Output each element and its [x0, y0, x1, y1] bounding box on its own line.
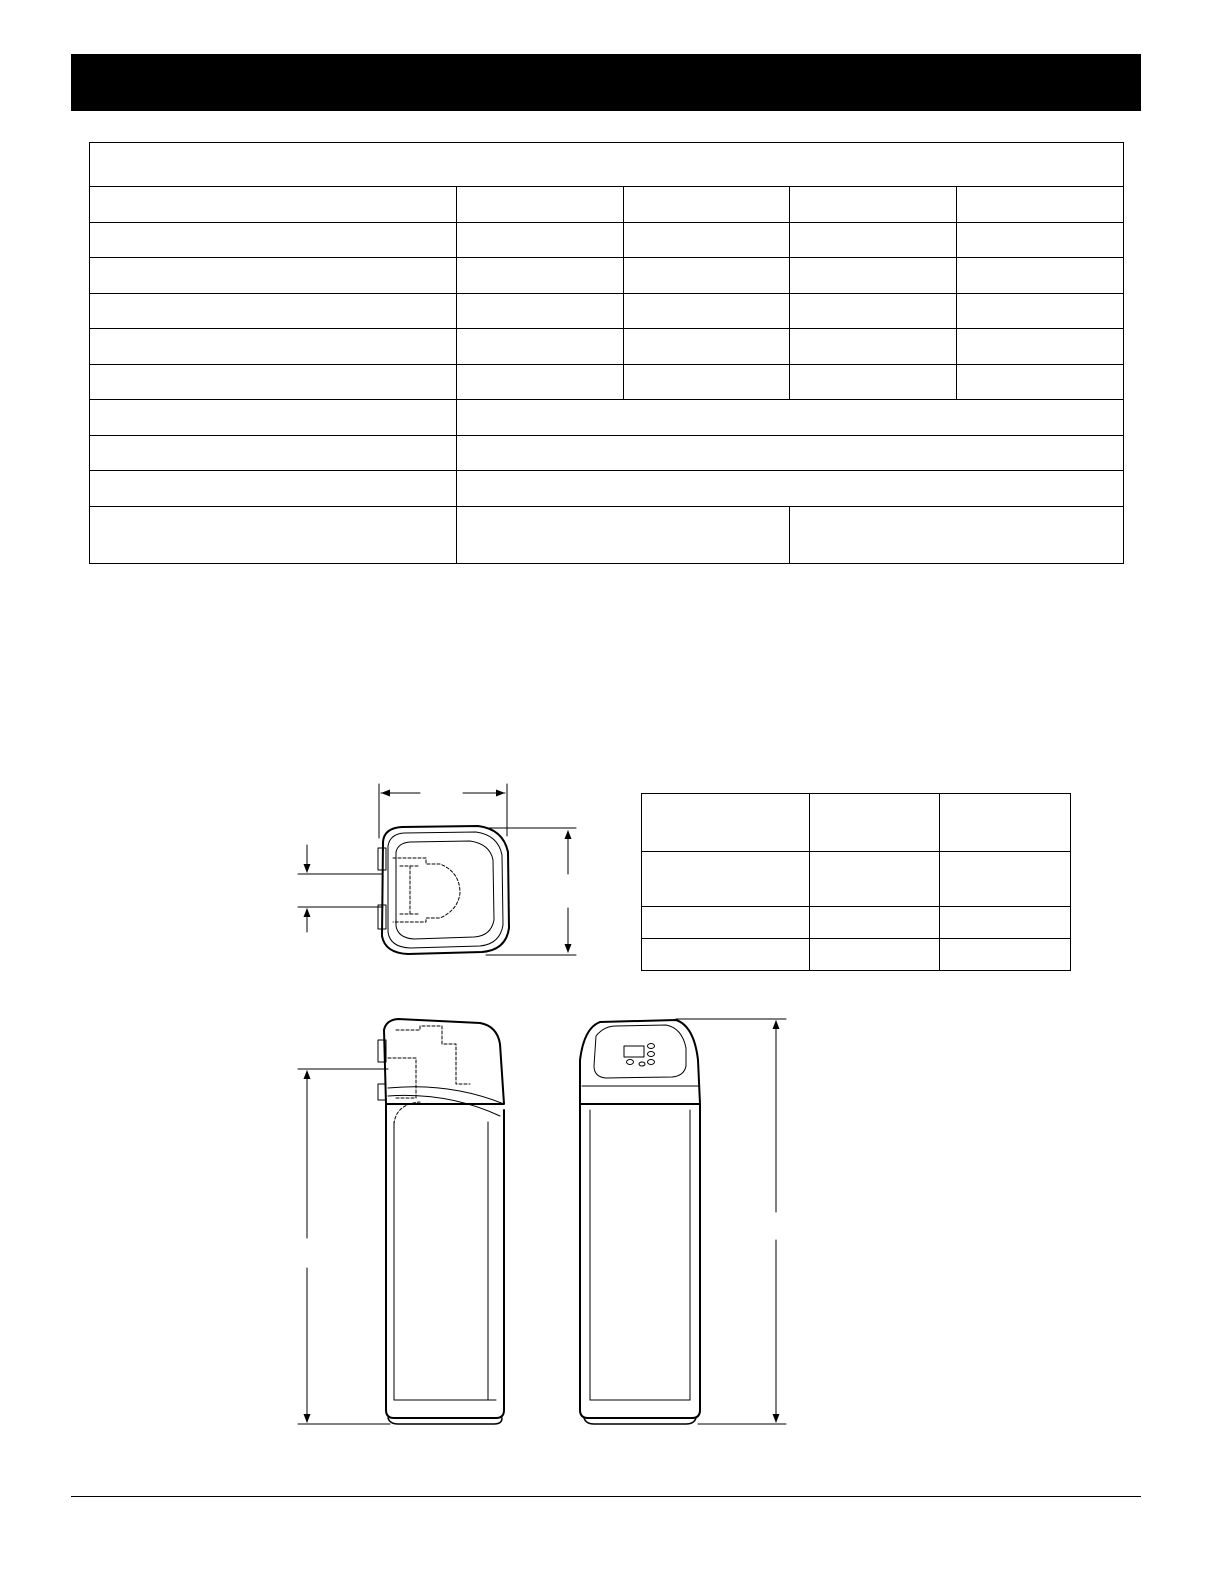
front-view-drawing — [580, 1019, 786, 1424]
side-view-drawing — [298, 1019, 504, 1424]
top-view-drawing — [298, 784, 576, 955]
footer-rule — [71, 1496, 1141, 1497]
